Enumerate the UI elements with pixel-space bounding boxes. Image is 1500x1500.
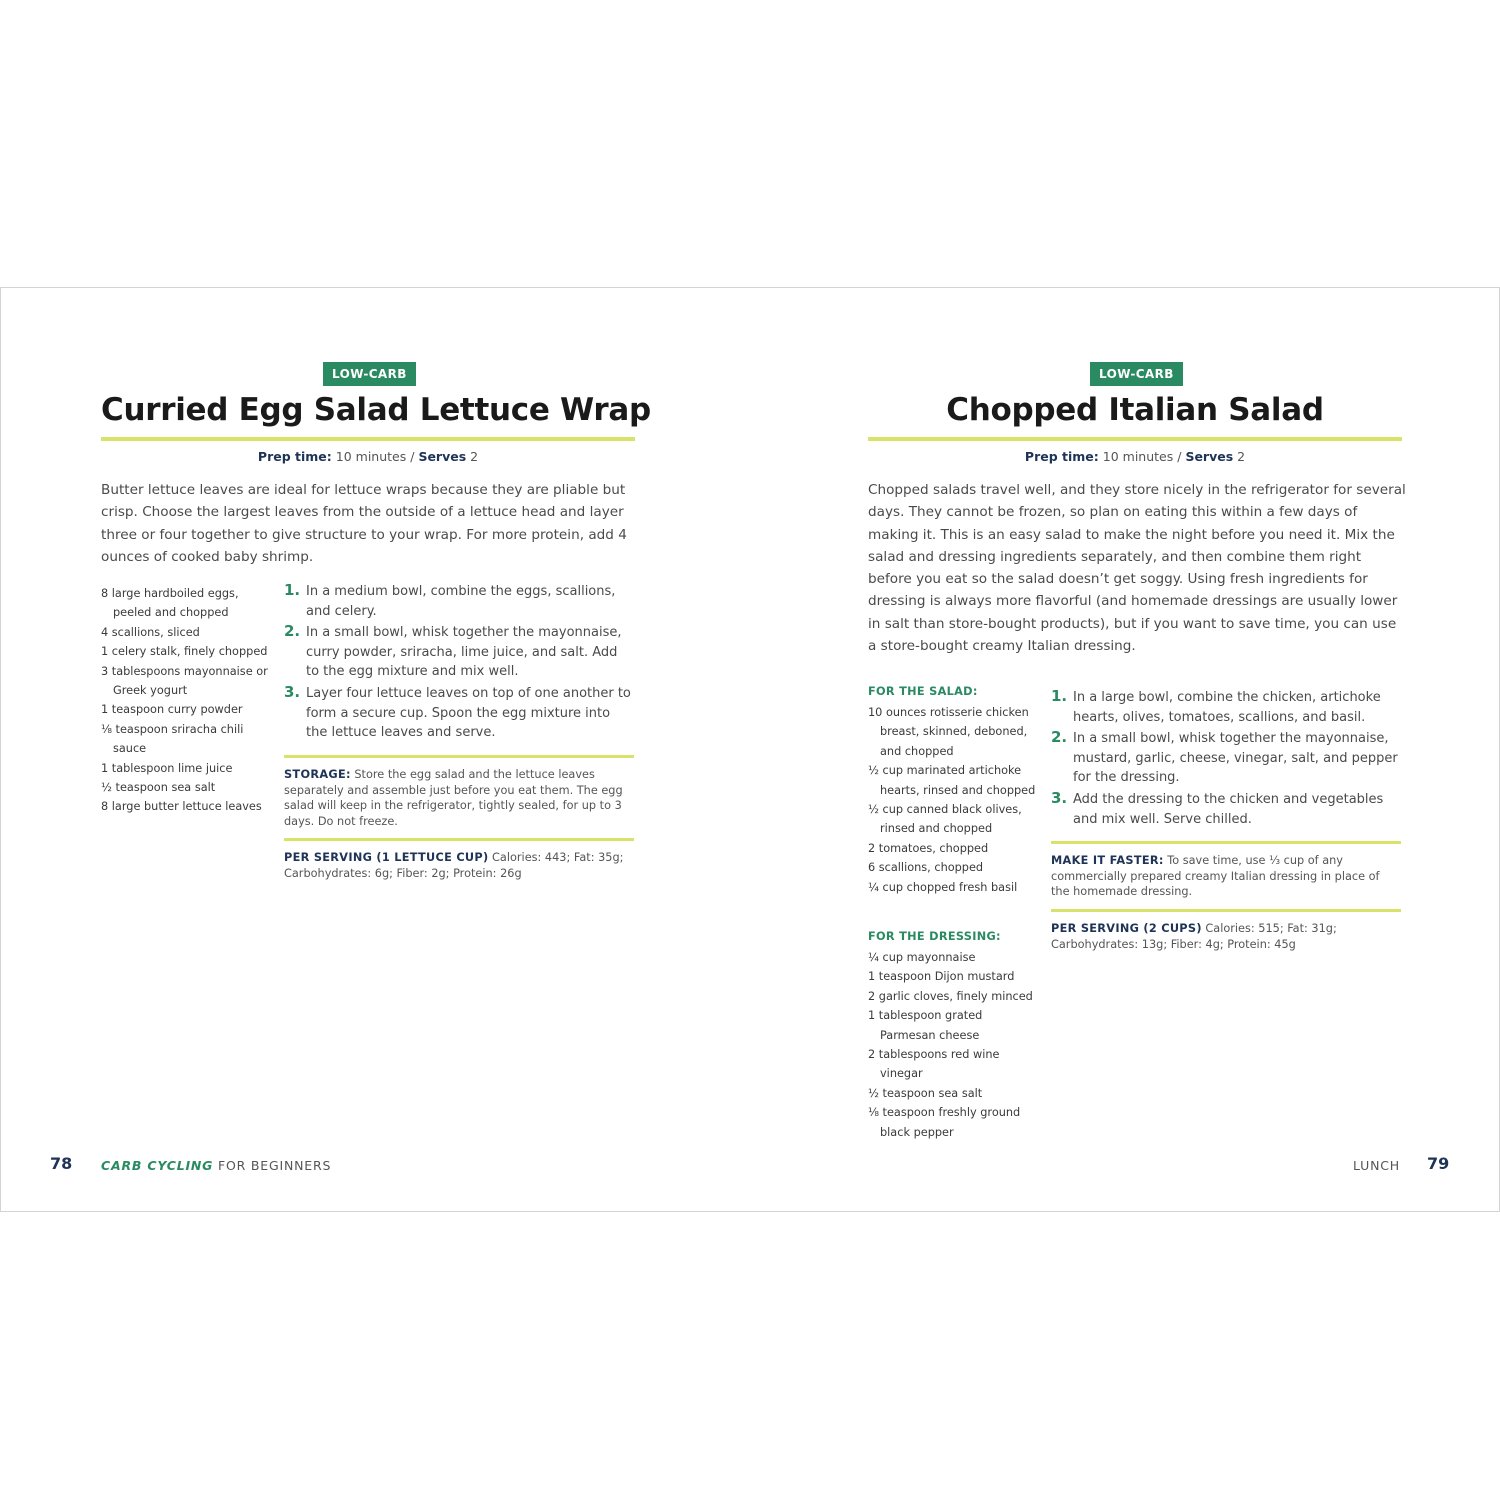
page-number: 78	[50, 1154, 73, 1173]
ingredient-item: 4 scallions, sliced	[101, 625, 200, 639]
ingredient-item: ⅛ teaspoon sriracha chili sauce	[101, 722, 244, 756]
section-divider	[284, 838, 634, 841]
ingredient-item: ½ cup marinated artichoke hearts, rinsed and chopped	[868, 764, 1036, 797]
ingredient-item: ¼ cup mayonnaise	[868, 951, 976, 964]
ingredient-item: 10 ounces rotisserie chicken breast, skinned, deboned, and chopped	[868, 706, 1029, 758]
prep-value: 10 minutes	[335, 449, 407, 464]
step-list	[284, 582, 634, 745]
serves-label: Serves	[418, 449, 467, 464]
title-underline	[101, 437, 635, 441]
ingredient-item: ½ teaspoon sea salt	[868, 1086, 983, 1100]
running-footer	[101, 1158, 331, 1173]
recipe-meta	[868, 449, 1402, 464]
step-text: In a small bowl, whisk together the mayonnaise, mustard, garlic, cheese, vinegar, salt, and pepper for the dressing.	[1073, 731, 1398, 786]
step-text: In a large bowl, combine the chicken, artichoke hearts, olives, tomatoes, scallions, and basil.	[1073, 690, 1381, 725]
ingredient-item: 1 teaspoon Dijon mustard	[868, 970, 1015, 984]
ingredient-item: 8 large butter lettuce leaves	[101, 800, 262, 814]
storage-text: Store the egg salad and the lettuce leaves separately and assemble just before you eat them. The egg salad will keep in the refrigerator, tightly sealed, for up to 3 days. Do not freeze.	[284, 768, 623, 828]
step-number: 3.	[1051, 788, 1068, 807]
faster-text: To save time, use ⅓ cup of any commercially prepared creamy Italian dressing in place of the homemade dressing.	[1051, 854, 1380, 899]
section-divider	[1051, 909, 1401, 912]
low-carb-badge: LOW-CARB	[323, 362, 416, 386]
ingredient-item: 1 tablespoon grated Parmesan cheese	[868, 1009, 983, 1042]
storage-label: STORAGE:	[284, 768, 351, 781]
page-number: 79	[1427, 1154, 1450, 1173]
ingredient-item: 1 teaspoon curry powder	[101, 703, 243, 717]
ingredient-item: 3 tablespoons mayonnaise or Greek yogurt	[101, 664, 268, 698]
serving-label: PER SERVING (2 CUPS)	[1051, 922, 1202, 935]
serves-value: 2	[1237, 449, 1246, 464]
meta-separator: /	[410, 449, 415, 464]
book-title: CARB CYCLING	[101, 1158, 214, 1173]
recipe-meta	[101, 449, 635, 464]
right-page	[750, 288, 1499, 1211]
dressing-ingredient-list	[868, 948, 1040, 1142]
step-list	[1051, 688, 1401, 831]
step-number: 1.	[284, 581, 301, 599]
salad-heading: FOR THE SALAD:	[868, 685, 978, 698]
ingredient-item: 2 tablespoons red wine vinegar	[868, 1048, 1000, 1081]
step-item	[284, 582, 634, 621]
ingredient-item: ⅛ teaspoon freshly ground black pepper	[868, 1106, 1021, 1139]
serves-value: 2	[470, 449, 479, 464]
step-text: Add the dressing to the chicken and vegetables and mix well. Serve chilled.	[1073, 791, 1384, 827]
step-number: 1.	[1051, 687, 1068, 705]
step-item	[1051, 688, 1401, 727]
left-page	[1, 288, 750, 1211]
prep-label: Prep time:	[1024, 449, 1099, 464]
step-number: 3.	[284, 682, 301, 701]
dressing-heading: FOR THE DRESSING:	[868, 930, 1001, 943]
step-text: In a small bowl, whisk together the mayonnaise, curry powder, sriracha, lime juice, and salt. Add to the egg mixture and mix well.	[306, 625, 622, 680]
ingredient-item: 2 garlic cloves, finely minced	[868, 989, 1033, 1003]
ingredient-item: 2 tomatoes, chopped	[868, 841, 989, 855]
ingredient-item: ¼ cup chopped fresh basil	[868, 880, 1018, 894]
prep-value: 10 minutes	[1102, 449, 1174, 464]
nutrition-info	[1051, 921, 1401, 952]
salad-ingredient-list	[868, 703, 1038, 897]
recipe-title: Curried Egg Salad Lettuce Wrap	[101, 392, 651, 428]
step-item	[1051, 790, 1401, 829]
step-item	[284, 623, 634, 682]
nutrition-info	[284, 850, 634, 881]
meta-separator: /	[1177, 449, 1182, 464]
ingredient-item: ½ cup canned black olives, rinsed and chopped	[868, 803, 1022, 836]
ingredient-item: 1 tablespoon lime juice	[101, 761, 233, 775]
recipe-intro: Butter lettuce leaves are ideal for lettuce wraps because they are pliable but crisp. Choose the largest leaves from the outside of a lettuce head and layer three or four together to give structure to your wrap. For more protein, add 4 ounces of cooked baby shrimp.	[101, 482, 627, 565]
running-footer: LUNCH	[1353, 1158, 1400, 1173]
section-divider	[1051, 841, 1401, 844]
book-subtitle: FOR BEGINNERS	[218, 1158, 332, 1173]
book-spread	[0, 287, 1500, 1212]
step-number: 2.	[1051, 728, 1068, 747]
serving-text: Calories: 515; Fat: 31g; Carbohydrates: 13g; Fiber: 4g; Protein: 45g	[1051, 922, 1337, 951]
step-text: Layer four lettuce leaves on top of one another to form a secure cup. Spoon the egg mixture into the lettuce leaves and serve.	[306, 685, 631, 741]
faster-label: MAKE IT FASTER:	[1051, 854, 1164, 867]
step-item	[1051, 729, 1401, 788]
step-number: 2.	[284, 622, 301, 641]
make-it-faster-note	[1051, 853, 1401, 900]
recipe-title: Chopped Italian Salad	[946, 392, 1324, 428]
section-divider	[284, 755, 634, 758]
low-carb-badge: LOW-CARB	[1090, 362, 1183, 386]
serving-label: PER SERVING (1 LETTUCE CUP)	[284, 851, 489, 864]
serves-label: Serves	[1185, 449, 1234, 464]
title-underline	[868, 437, 1402, 441]
storage-note	[284, 767, 634, 829]
ingredient-item: 8 large hardboiled eggs, peeled and chopped	[101, 587, 239, 620]
serving-text: Calories: 443; Fat: 35g; Carbohydrates: 6g; Fiber: 2g; Protein: 26g	[284, 851, 624, 880]
prep-label: Prep time:	[257, 449, 332, 464]
ingredient-item: 1 celery stalk, finely chopped	[101, 645, 268, 659]
ingredient-item: ½ teaspoon sea salt	[101, 781, 216, 795]
step-item	[284, 684, 634, 743]
ingredient-list	[101, 584, 276, 817]
step-text: In a medium bowl, combine the eggs, scallions, and celery.	[306, 584, 616, 619]
recipe-intro: Chopped salads travel well, and they store nicely in the refrigerator for several days. They cannot be frozen, so plan on eating this within a few days of making it. This is an easy salad to make the night before you need it. Mix the salad and dressing ingredients separately, and then combine them right before you eat so the salad doesn’t get soggy. Using fresh ingredients for dressing is always more flavorful (and homemade dressings are usually lower in salt than store-bought products), but if you want to save time, you can use a store-bought creamy Italian dressing.	[868, 482, 1406, 655]
ingredient-item: 6 scallions, chopped	[868, 861, 984, 875]
